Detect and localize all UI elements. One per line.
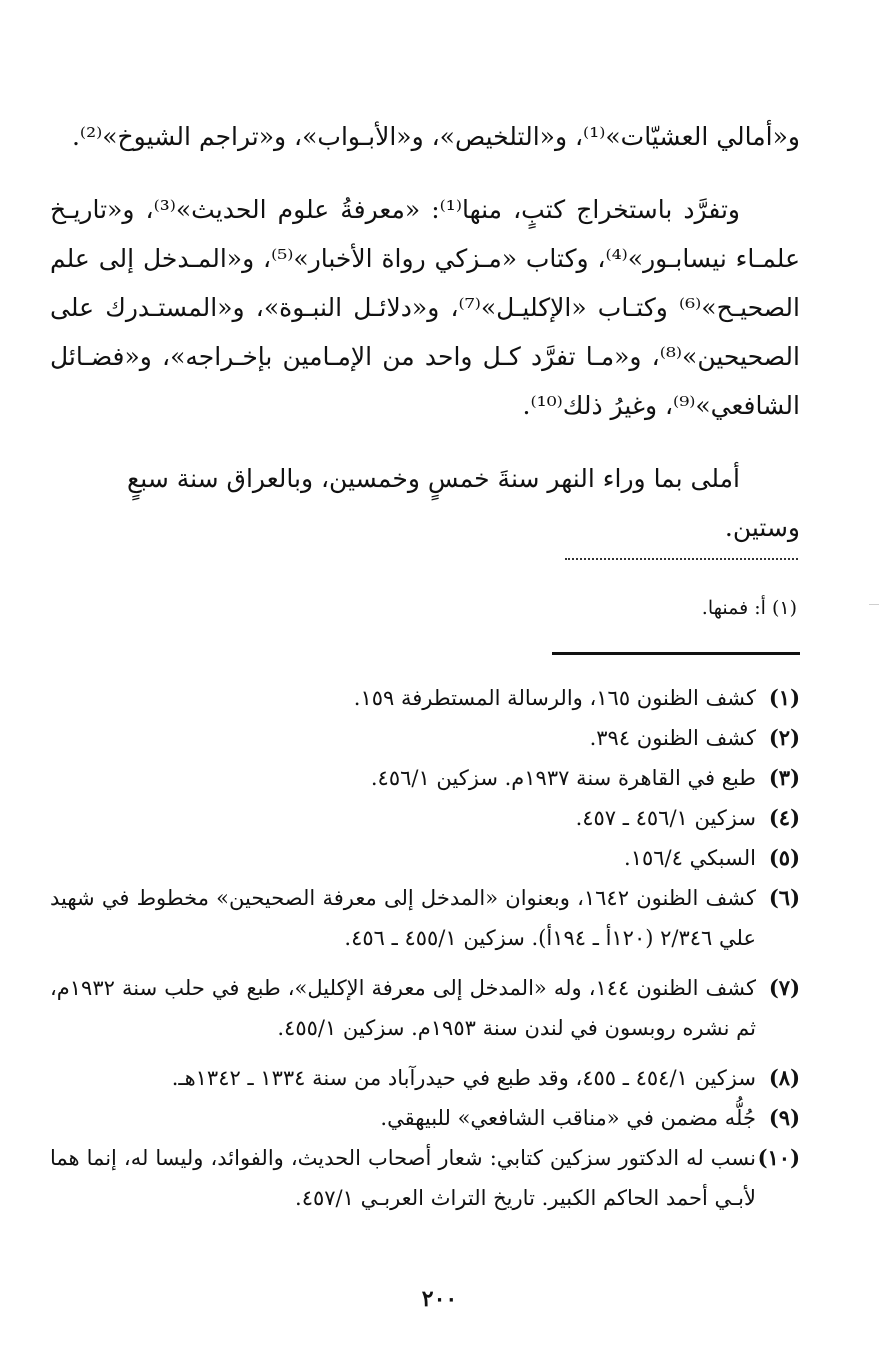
footnote-text: السبكي ١٥٦/٤. [624, 846, 756, 870]
footnote-item [50, 718, 800, 758]
main-text [50, 112, 800, 552]
footnote-text: طبع في القاهرة سنة ١٩٣٧م. سزكين ٤٥٦/١. [370, 766, 756, 790]
footnote-item [50, 1098, 800, 1138]
paragraph-continuation: و«أمالي العشيّات»⁽¹⁾، و«التلخيص»، و«الأبـواب»، و«تراجم الشيوخ»⁽²⁾. [71, 122, 800, 151]
dotted-separator [565, 558, 798, 560]
footnote-number: (٨) [768, 1065, 800, 1090]
footnote-number: (٦) [768, 885, 800, 910]
variant-note [702, 597, 797, 619]
footnote-number: (٤) [768, 805, 800, 830]
footnote-text: سزكين ٤٥٦/١ ـ ٤٥٧. [575, 806, 756, 830]
variant-note-text: أ: فمنها. [701, 597, 766, 619]
variant-note-number: (١) [771, 597, 797, 619]
footnote-item [50, 838, 800, 878]
footnote-item [50, 968, 800, 1048]
footnote-item [50, 758, 800, 798]
paragraph-works: وتفرَّد باستخراج كتبٍ، منها⁽¹⁾: «معرفةُ علوم الحديث»⁽³⁾، و«تاريـخ علمـاء نيسابـور»⁽⁴⁾، وكتاب «مـزكي رواة الأخبار»⁽⁵⁾، و«المـدخل إلى علم الصحيـح»⁽⁶⁾ وكتـاب «الإكليـل»⁽⁷⁾، و«دلائـل النبـوة»، و«المستـدرك على الصحيحين»⁽⁸⁾، و«مـا تفرَّد كـل واحد من الإمـامين بإخـراجه»، و«فضـائل الشافعي»⁽⁹⁾، وغيرُ ذلك⁽¹⁰⁾. [50, 195, 800, 420]
footnote-number: (١٠) [757, 1145, 800, 1170]
paragraph-dictation: أملى بما وراء النهر سنةَ خمسٍ وخمسين، وبالعراق سنة سبعٍ وستين. [126, 464, 800, 542]
footnote-number: (٩) [768, 1105, 800, 1130]
footnote-text: سزكين ٤٥٤/١ ـ ٤٥٥، وقد طبع في حيدرآباد من سنة ١٣٣٤ ـ ١٣٤٢هـ. [171, 1066, 756, 1090]
page-number: ٢٠٠ [421, 1286, 458, 1312]
footnote-number: (٧) [768, 975, 800, 1000]
paragraph-spacer [50, 161, 800, 185]
footnote-text: كشف الظنون ٣٩٤. [589, 726, 756, 750]
footnote-number: (٣) [768, 765, 800, 790]
footnote-rule [552, 652, 800, 655]
scan-edge-mark [869, 604, 879, 605]
footnote-number: (٢) [768, 725, 800, 750]
footnote-text: كشف الظنون ١٦٤٢، وبعنوان «المدخل إلى معرفة الصحيحين» مخطوط في شهيد علي ٢/٣٤٦ (١٢٠أ ـ ١٩٤أ). سزكين ٤٥٥/١ ـ ٤٥٦. [50, 886, 756, 950]
footnote-item [50, 798, 800, 838]
paragraph-spacer [50, 430, 800, 454]
footnotes-list [50, 678, 800, 1218]
footnote-item [50, 878, 800, 958]
footnote-item [50, 1138, 800, 1218]
footnote-text: كشف الظنون ١٤٤، وله «المدخل إلى معرفة الإكليل»، طبع في حلب سنة ١٩٣٢م، ثم نشره روبسون في لندن سنة ١٩٥٣م. سزكين ٤٥٥/١. [50, 976, 756, 1040]
footnote-text: نسب له الدكتور سزكين كتابي: شعار أصحاب الحديث، والفوائد، وليسا له، إنما هما لأبـي أحمد الحاكم الكبير. تاريخ التراث العربـي ٤٥٧/١. [50, 1146, 756, 1210]
footnote-item [50, 678, 800, 718]
footnote-item [50, 1058, 800, 1098]
footnote-number: (٥) [768, 845, 800, 870]
footnote-text: جُلُّه مضمن في «مناقب الشافعي» للبيهقي. [380, 1106, 756, 1130]
footnote-text: كشف الظنون ١٦٥، والرسالة المستطرفة ١٥٩. [353, 686, 756, 710]
footnote-number: (١) [768, 685, 800, 710]
